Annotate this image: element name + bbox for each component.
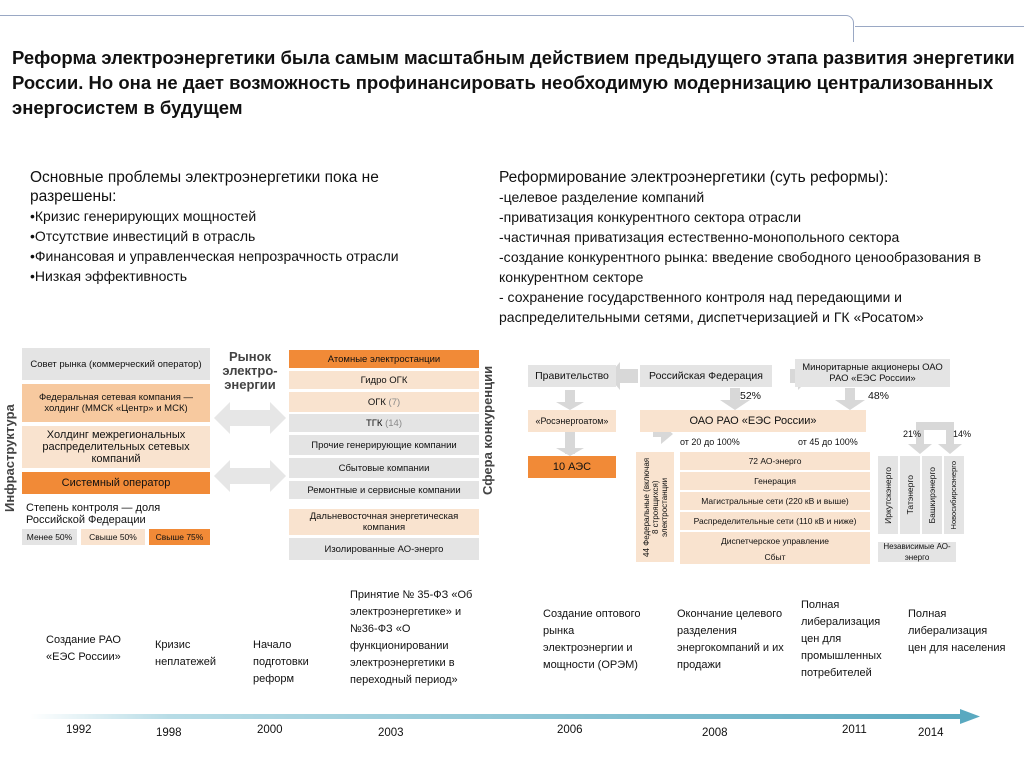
irkutskenergo-box: [878, 456, 898, 534]
trunk-grid-box: Магистральные сети (220 кВ и выше): [680, 492, 870, 510]
rf-box: Российская Федерация: [640, 365, 772, 387]
reform-item: -частичная приватизация естественно-монопольного сектора: [499, 229, 900, 245]
year-2008: 2008: [702, 727, 728, 739]
problem-item: •Отсутствие инвестиций в отрасль: [30, 228, 256, 244]
reform-item: -целевое разделение компаний: [499, 189, 705, 205]
frame-corner: [845, 15, 854, 42]
hydro-ogk-box: Гидро ОГК: [289, 371, 479, 389]
share-14: 14%: [953, 429, 972, 439]
event-1998: Кризис неплатежей: [155, 639, 216, 668]
year-2011: 2011: [842, 724, 867, 736]
reform-heading: Реформирование электроэнергетики (суть реформы):: [499, 169, 889, 186]
range-20-100: от 20 до 100%: [680, 437, 740, 447]
tgk-count: (14): [385, 417, 403, 429]
year-2000: 2000: [257, 724, 283, 736]
infra-label: Инфраструктура: [2, 404, 17, 512]
control-label: Степень контроля — доля Российской Федерации: [26, 502, 161, 526]
frame-line-top-right: [855, 26, 1024, 27]
dispatch-box: Диспетчерское управление: [680, 532, 870, 550]
system-operator-box: Системный оператор: [22, 472, 210, 494]
reform-item: -создание конкурентного рынка: введение свободного ценообразования в конкурентном секторе: [499, 249, 982, 285]
irkutskenergo-label: Иркутскэнерго: [883, 466, 893, 524]
slide-title: Реформа электроэнергетики была самым масштабным действием предыдущего этапа развития энергетики России. Но она не дает возможность профинансировать необходимую модернизацию централизованных энергосистем в будущем: [12, 47, 1015, 118]
rosenergoatom-box: «Росэнергоатом»: [528, 410, 616, 432]
repair-box: Ремонтные и сервисные компании: [289, 481, 479, 499]
ao-energo-box: 72 АО-энерго: [680, 452, 870, 470]
year-1998: 1998: [156, 727, 182, 739]
legend-less-50: Менее 50%: [22, 529, 77, 545]
year-2006: 2006: [557, 724, 583, 736]
novosibirskenergo-label: Новосибирскэнерго: [949, 460, 958, 530]
event-2011: Полная либерализация цен для промышленных потребителей: [801, 599, 882, 679]
bashkirenergo-label: Башкирэнерго: [927, 466, 937, 524]
fareast-box: Дальневосточная энергетическая компания: [289, 509, 479, 535]
event-2000: Начало подготовки реформ: [253, 639, 309, 685]
fsk-box: Федеральная сетевая компания — холдинг (ММСК «Центр» и МСК): [22, 384, 210, 422]
problems-heading: Основные проблемы электроэнергетики пока не разрешены:: [30, 169, 379, 205]
event-2008: Окончание целевого разделения энергокомпаний и их продажи: [677, 608, 784, 671]
frame-line-top: [0, 15, 845, 16]
npp-count-box: 10 АЭС: [528, 456, 616, 478]
share-21: 21%: [903, 429, 922, 439]
novosibirskenergo-box: [944, 456, 964, 534]
tgk-box: [289, 414, 479, 432]
market-label: Рынок электро-энергии: [222, 349, 278, 392]
reform-item: - сохранение государственного контроля над передающими и распределительными сетями, диспетчеризацией и ГК «Росатом»: [499, 289, 924, 325]
sales-rao-box: Сбыт: [680, 550, 870, 564]
range-45-100: от 45 до 100%: [798, 437, 858, 447]
event-2003: Принятие № 35-ФЗ «Об электроэнергетике» и №36-ФЗ «О функционировании электроэнергетики в переходный период»: [350, 589, 473, 686]
tatenergo-box: [900, 456, 920, 534]
event-2006: Создание оптового рынка электроэнергии и мощности (ОРЭМ): [543, 608, 641, 671]
legend-over-50: Свыше 50%: [81, 529, 145, 545]
tgk-label: ТГК: [365, 417, 383, 429]
competition-label: Сфера конкуренции: [480, 365, 495, 495]
other-gen-box: Прочие генерирующие компании: [289, 435, 479, 455]
generation-box: Генерация: [680, 472, 870, 490]
bashkirenergo-box: [922, 456, 942, 534]
tatenergo-label: Татэнерго: [905, 475, 915, 515]
problem-item: •Финансовая и управленческая непрозрачность отрасли: [30, 248, 399, 264]
ogk-count: (7): [388, 396, 401, 408]
npp-box: Атомные электростанции: [289, 350, 479, 368]
reform-block: [499, 168, 1004, 327]
minority-box: Миноритарные акционеры ОАО РАО «ЕЭС России»: [795, 359, 950, 387]
market-council-box: Совет рынка (коммерческий оператор): [22, 348, 210, 380]
problem-item: •Кризис генерирующих мощностей: [30, 208, 257, 224]
share-48: 48%: [868, 390, 890, 402]
year-2003: 2003: [378, 727, 404, 739]
federal-plants-box: [636, 452, 674, 562]
year-1992: 1992: [66, 724, 92, 736]
independent-box: Независимые АО-энерго: [878, 542, 956, 562]
distribution-grid-box: Распределительные сети (110 кВ и ниже): [680, 512, 870, 530]
event-2014: Полная либерализация цен для населения: [908, 608, 1006, 654]
share-52: 52%: [740, 390, 762, 402]
event-1992: Создание РАО «ЕЭС России»: [46, 634, 121, 663]
government-box: Правительство: [528, 365, 616, 387]
mrsk-box: Холдинг межрегиональных распределительных сетевых компаний: [22, 426, 210, 468]
ogk-label: ОГК: [367, 396, 386, 408]
problem-item: •Низкая эффективность: [30, 268, 188, 284]
sales-box: Сбытовые компании: [289, 458, 479, 478]
year-2014: 2014: [918, 727, 944, 739]
legend-over-75: Свыше 75%: [149, 529, 210, 545]
federal-plants-label: 44 Федеральные (включая 8 строящихся) электростанции: [641, 457, 669, 557]
ogk-box: [289, 392, 479, 412]
market-arrows: [212, 398, 288, 498]
reform-item: -приватизация конкурентного сектора отрасли: [499, 209, 802, 225]
problems-block: [30, 168, 460, 286]
isolated-box: Изолированные АО-энерго: [289, 538, 479, 560]
rao-box: ОАО РАО «ЕЭС России»: [640, 410, 866, 432]
